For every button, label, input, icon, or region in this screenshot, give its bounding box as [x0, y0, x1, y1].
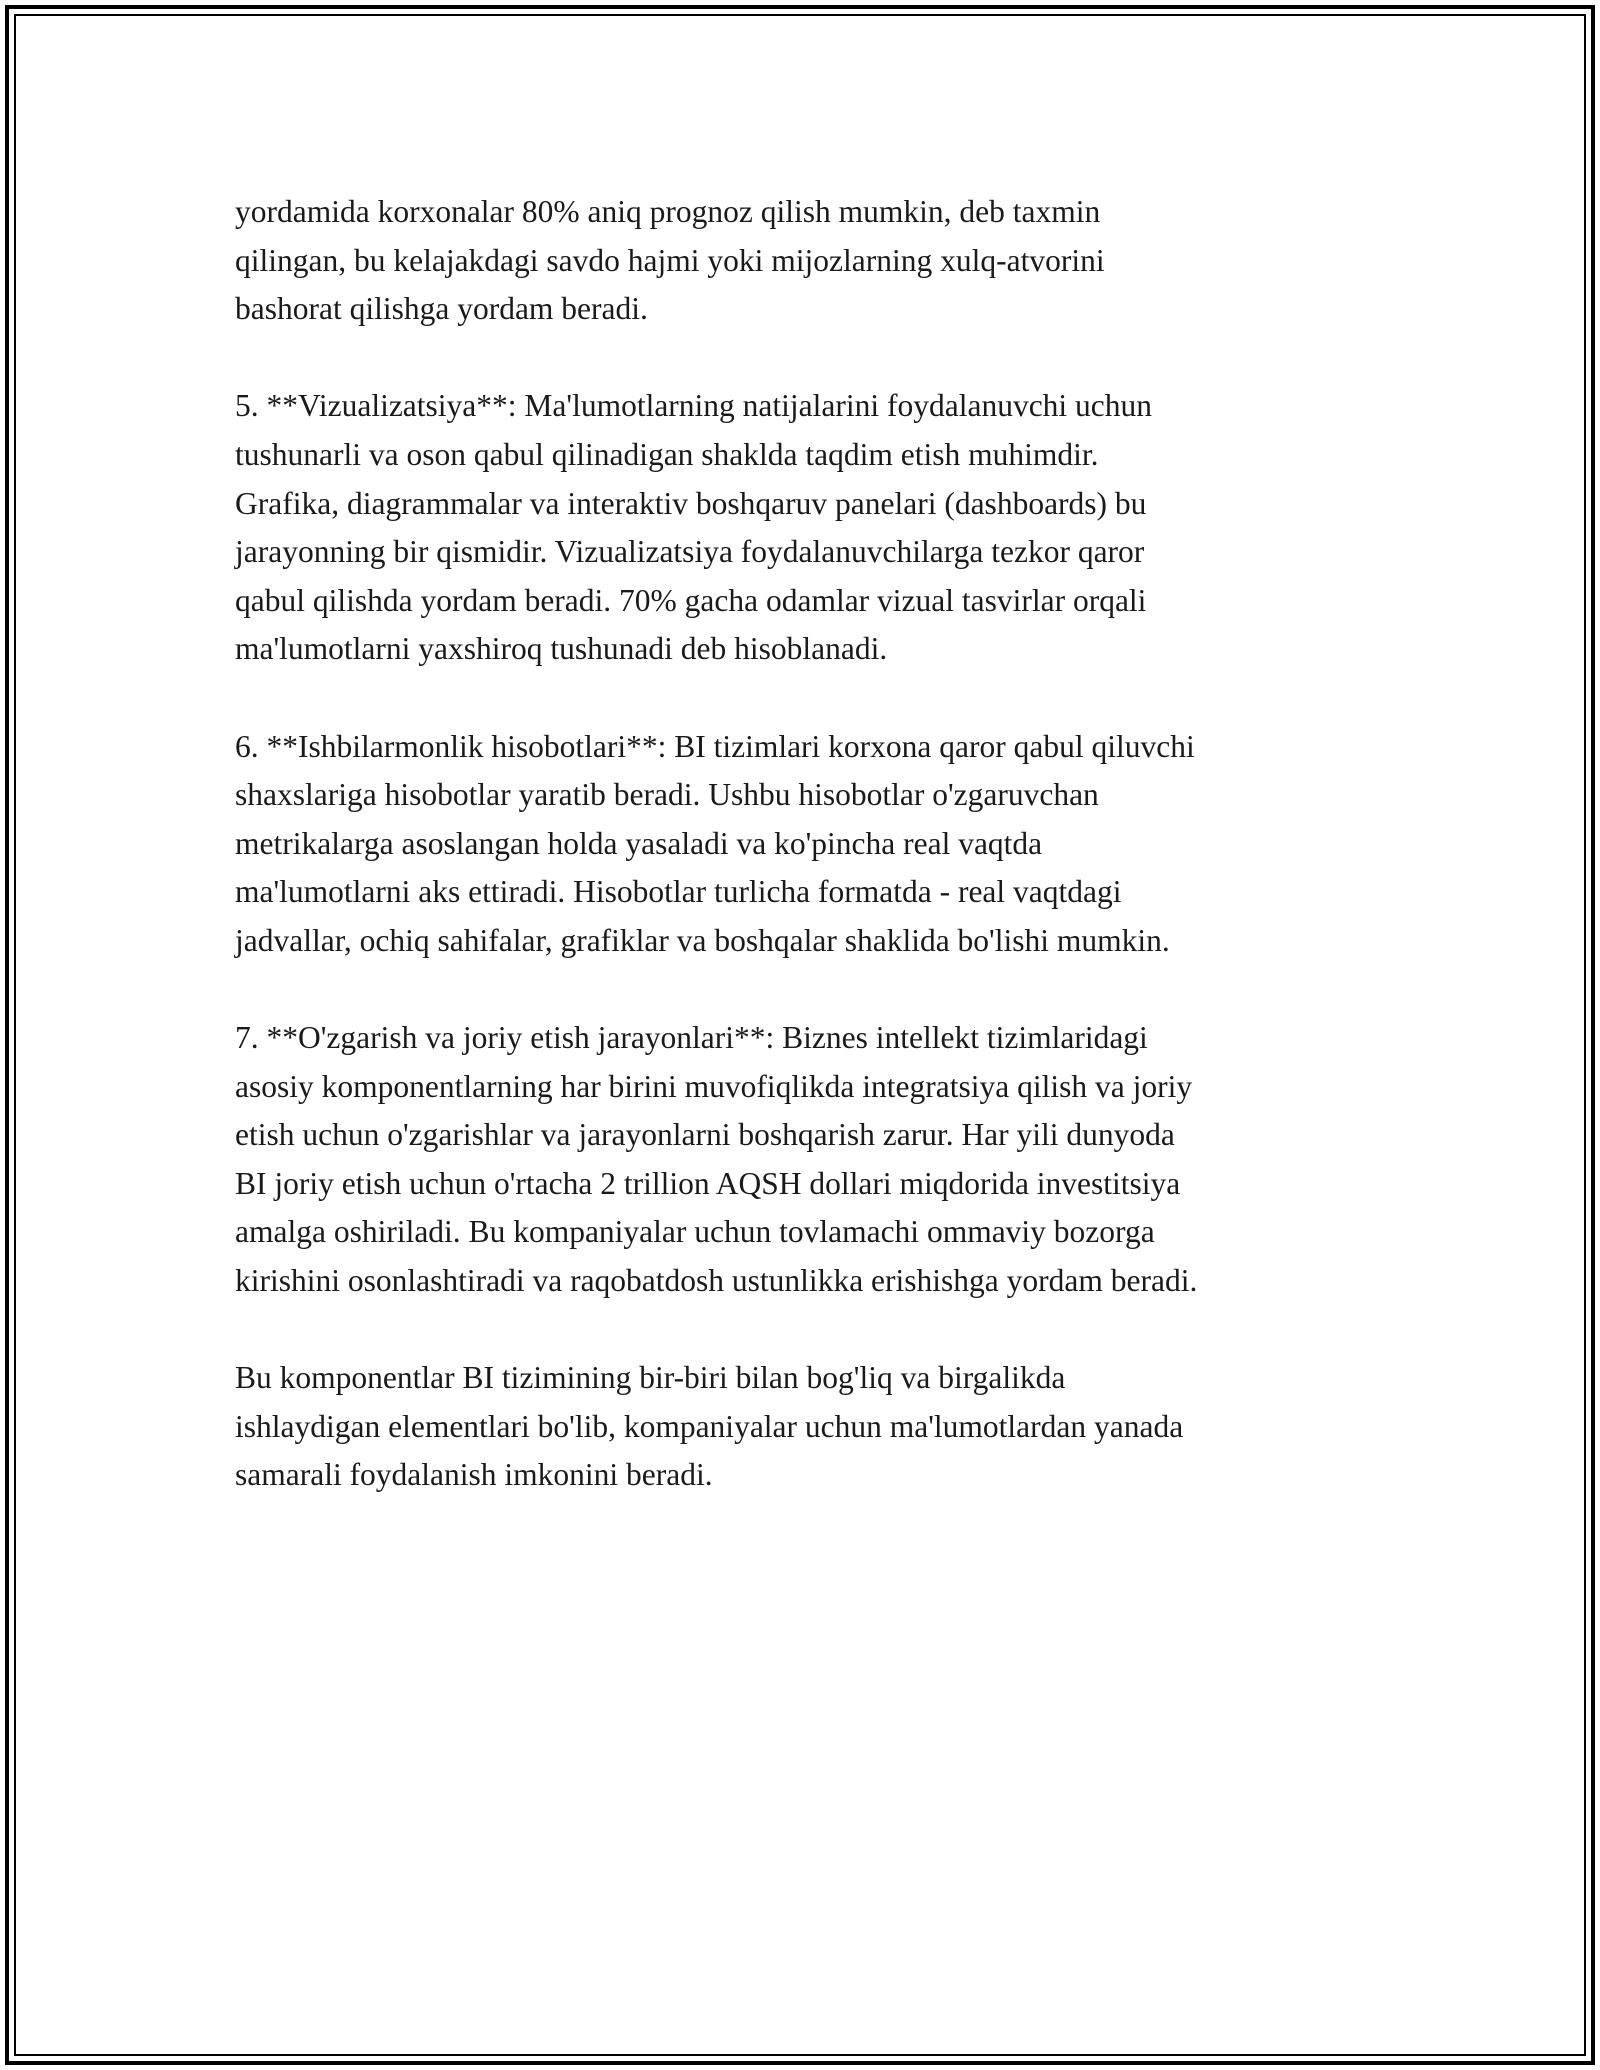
text-line: etish uchun o'zgarishlar va jarayonlarni boshqarish zarur. Har yili dunyoda: [235, 1117, 1175, 1153]
text-line: ishlaydigan elementlari bo'lib, kompaniyalar uchun ma'lumotlardan yanada: [235, 1408, 1184, 1444]
text-line: amalga oshiriladi. Bu kompaniyalar uchun tovlamachi ommaviy bozorga: [235, 1214, 1155, 1250]
paragraph-conclusion: [235, 1354, 1410, 1500]
text-line: Grafika, diagrammalar va interaktiv boshqaruv panelari (dashboards) bu: [235, 485, 1147, 521]
paragraph-item-7-change-management: [235, 1014, 1410, 1306]
text-line: BI joriy etish uchun o'rtacha 2 trillion AQSH dollari miqdorida investitsiya: [235, 1165, 1181, 1201]
text-line: jadvallar, ochiq sahifalar, grafiklar va boshqalar shaklida bo'lishi mumkin.: [235, 922, 1170, 958]
text-line: 5. **Vizualizatsiya**: Ma'lumotlarning natijalarini foydalanuvchi uchun: [235, 388, 1153, 424]
text-line: asosiy komponentlarning har birini muvofiqlikda integratsiya qilish va joriy: [235, 1068, 1193, 1104]
paragraph-item-6-business-reports: [235, 723, 1410, 966]
text-line: 7. **O'zgarish va joriy etish jarayonlari**: Biznes intellekt tizimlaridagi: [235, 1020, 1148, 1056]
text-line: bashorat qilishga yordam beradi.: [235, 291, 648, 327]
document-body: [235, 188, 1410, 1549]
text-line: Bu komponentlar BI tizimining bir-biri bilan bog'liq va birgalikda: [235, 1360, 1066, 1396]
text-line: qilingan, bu kelajakdagi savdo hajmi yoki mijozlarning xulq-atvorini: [235, 242, 1105, 278]
text-line: ma'lumotlarni yaxshiroq tushunadi deb hisoblanadi.: [235, 631, 888, 667]
text-line: kirishini osonlashtiradi va raqobatdosh ustunlikka erishishga yordam beradi.: [235, 1263, 1198, 1299]
text-line: ma'lumotlarni aks ettiradi. Hisobotlar turlicha formatda - real vaqtdagi: [235, 874, 1122, 910]
text-line: yordamida korxonalar 80% aniq prognoz qilish mumkin, deb taxmin: [235, 194, 1101, 229]
text-line: qabul qilishda yordam beradi. 70% gacha odamlar vizual tasvirlar orqali: [235, 582, 1147, 618]
text-line: jarayonning bir qismidir. Vizualizatsiya foydalanuvchilarga tezkor qaror: [235, 534, 1145, 570]
text-line: shaxslariga hisobotlar yaratib beradi. Ushbu hisobotlar o'zgaruvchan: [235, 777, 1099, 813]
text-line: 6. **Ishbilarmonlik hisobotlari**: BI tizimlari korxona qaror qabul qiluvchi: [235, 728, 1195, 764]
paragraph-item-5-visualization: [235, 382, 1410, 674]
text-line: metrikalarga asoslangan holda yasaladi va ko'pincha real vaqtda: [235, 825, 1043, 861]
paragraph-forecasting-continued: [235, 188, 1410, 334]
text-line: tushunarli va oson qabul qilinadigan shaklda taqdim etish muhimdir.: [235, 436, 1099, 472]
text-line: samarali foydalanish imkonini beradi.: [235, 1457, 713, 1493]
